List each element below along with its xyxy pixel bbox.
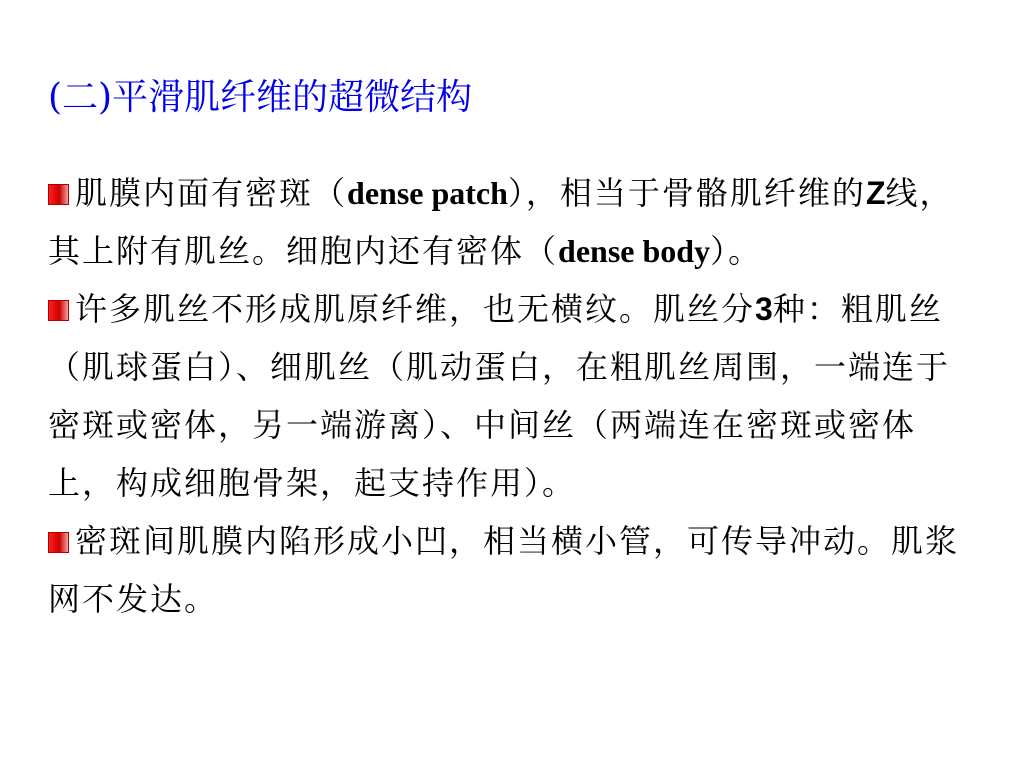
paragraph-caveolae [48,512,978,628]
paragraph-myofilaments [48,280,978,512]
paragraph-text-part: ），相当于骨骼肌纤维的 [507,174,866,212]
slide-title: (二)平滑肌纤维的超微结构 [48,77,473,118]
number-three: 3 [755,291,773,327]
paragraph-text-part: 密斑间肌膜内陷形成小凹，相当横小管，可传导冲动。肌浆网不发达。 [48,522,960,618]
red-square-bullet-icon [48,300,69,321]
paragraph-text-part: 肌膜内面有密斑（ [75,174,348,212]
paragraph-text-part: 线，其上附有肌丝。细胞内还有密体（ [48,174,954,270]
term-dense-body: dense body [558,233,711,269]
term-dense-patch: dense patch [347,175,508,211]
paragraph-text-part: 许多肌丝不形成肌原纤维，也无横纹。肌丝分 [75,290,756,328]
red-square-bullet-icon [48,532,69,553]
paragraph-text-part: 种：粗肌丝（肌球蛋白）、细肌丝（肌动蛋白，在粗肌丝周围，一端连于密斑或密体，另一端游离）、中间丝（两端连在密斑或密体上，构成细胞骨架，起支持作用）。 [48,290,951,502]
red-square-bullet-icon [48,184,69,205]
slide-body [48,164,978,628]
term-z: Z [865,175,886,211]
paragraph-text-part: ）。 [710,232,763,270]
paragraph-dense-patch [48,164,978,280]
